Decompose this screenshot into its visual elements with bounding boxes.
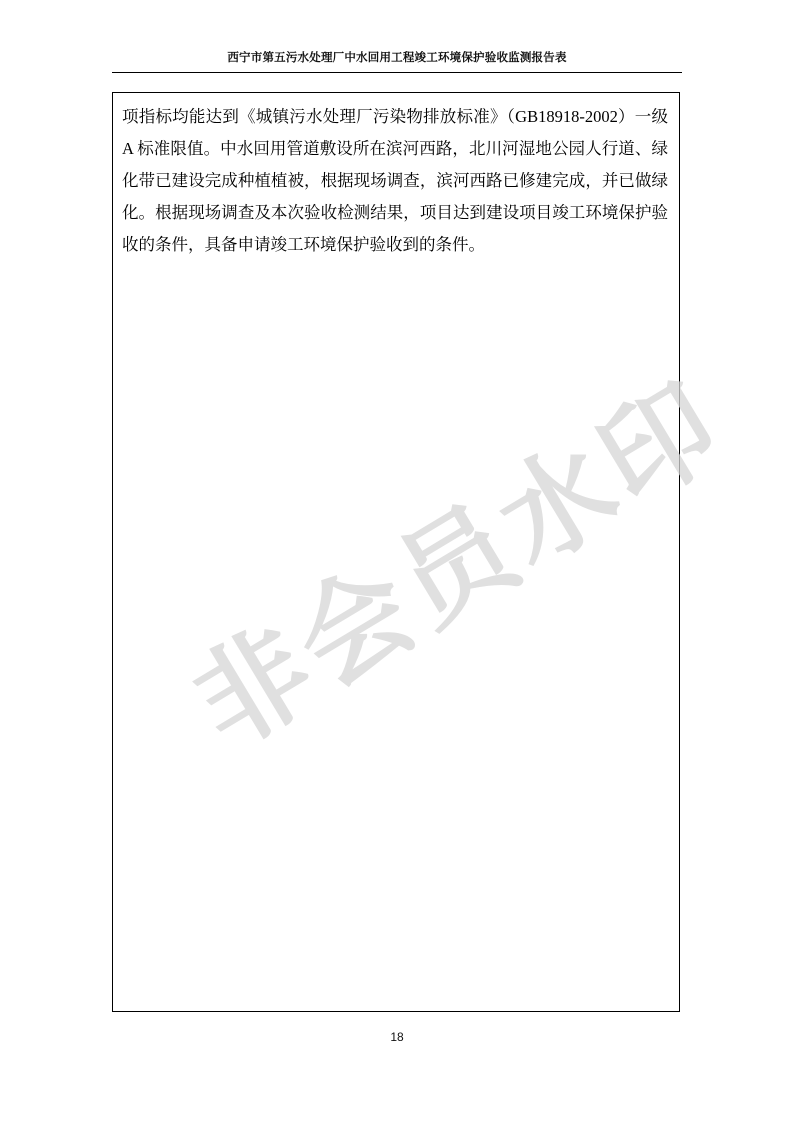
running-title: 西宁市第五污水处理厂中水回用工程竣工环境保护验收监测报告表: [227, 52, 567, 64]
body-paragraph: 项指标均能达到《城镇污水处理厂污染物排放标准》（GB18918-2002）一级 A 标准限值。中水回用管道敷设所在滨河西路，北川河湿地公园人行道、绿化带已建设完成种植植被，根据现场调查，滨河西路已修建完成，并已做绿化。根据现场调查及本次验收检测结果，项目达到建设项目竣工环境保护验收的条件，具备申请竣工环境保护验收到的条件。: [122, 107, 668, 254]
content-box: [112, 92, 680, 1012]
page-number: 18: [390, 1030, 404, 1044]
page-footer: [112, 1028, 682, 1046]
watermark-text: 非会员水印: [173, 359, 745, 771]
page-header: [112, 52, 682, 66]
header-divider: [112, 72, 682, 73]
